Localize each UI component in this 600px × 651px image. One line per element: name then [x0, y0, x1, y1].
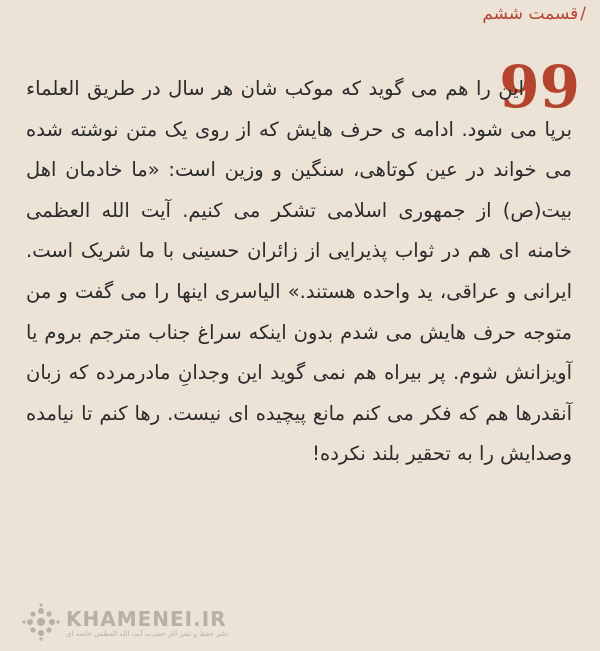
brand-name: KHAMENEI.IR — [66, 606, 227, 631]
quote-mark-icon: 99 — [499, 53, 580, 121]
section-tag — [482, 4, 586, 24]
footer-brand — [22, 603, 228, 641]
tag-label: قسمت ششم — [482, 4, 579, 24]
brand-subtitle: دفتر حفظ و نشر آثار حضرت آیت الله العظمی خامنه ای — [66, 629, 229, 638]
tag-slash: / — [580, 4, 586, 24]
quote-body: این را هم می گوید که موکب شان هر سال در طریق العلماء برپا می شود. ادامه ی حرف هایش که از روی یک متن نوشته شده می خواند در عین کوتاهی، سنگین و وزین است: «ما خادمان اهل بیت(ص) از جمهوری اسلامی تشکر می کنیم. آیت الله العظمی خامنه ای هم در ثواب پذیرایی از زائران حسینی با ما شریک است. ایرانی و عراقی، ید واحده هستند.» الیاسری اینها را می گفت و من متوجه حرف هایش می شدم بدون اینکه سراغ جناب مترجم بروم یا آویزانش شوم. پر بیراه هم نمی گوید این وجدانِ مادرمرده که زبان آنقدرها هم که فکر می کنم مانع پیچیده ای نیست. رها کنم تا نیامده وصدایش را به تحقیر بلند نکرده! — [26, 77, 572, 466]
khamenei-logo-icon — [22, 603, 60, 641]
